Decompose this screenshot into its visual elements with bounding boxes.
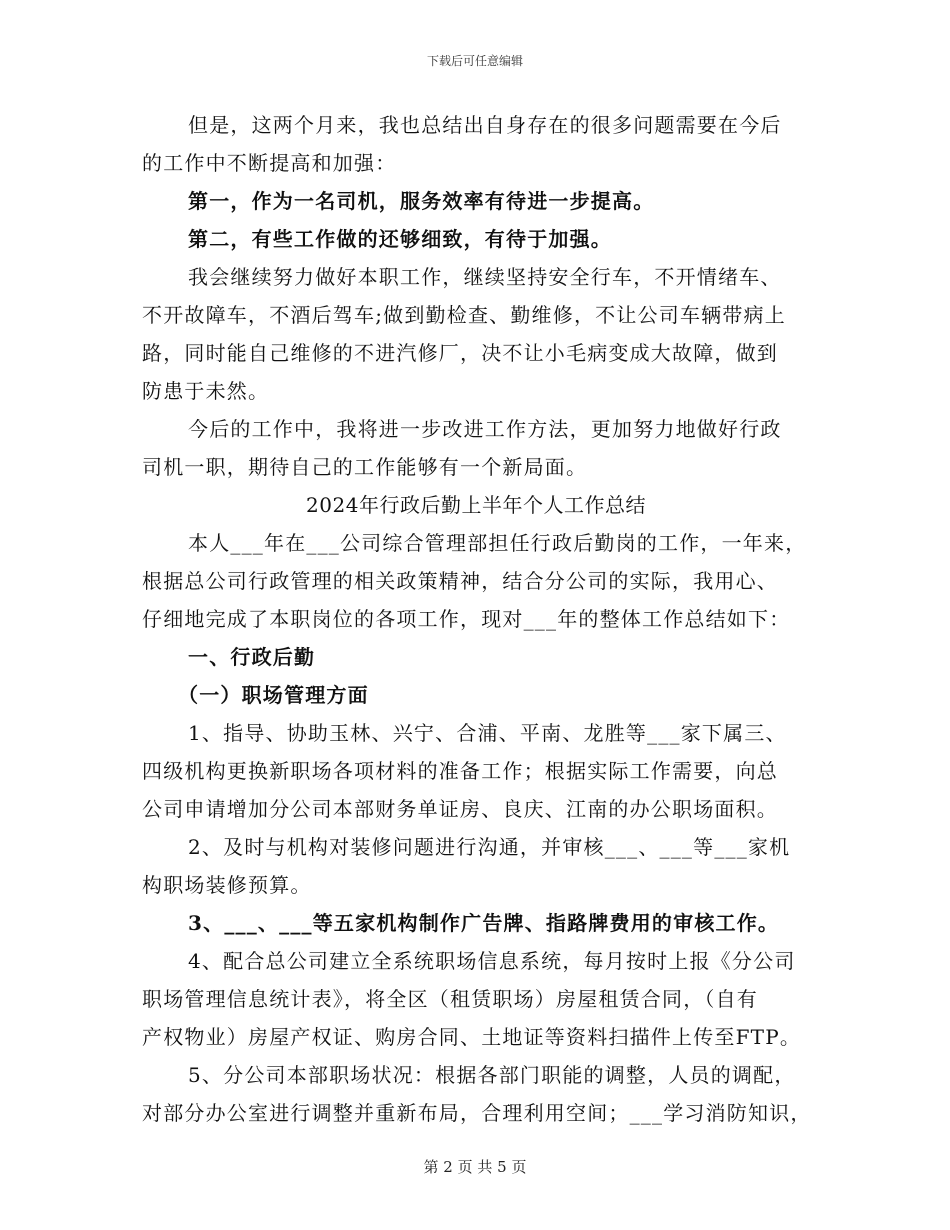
text-line: 今后的工作中，我将进一步改进工作方法，更加努力地做好行政 xyxy=(188,417,782,441)
text-line: 公司申请增加分公司本部财务单证房、良庆、江南的办公职场面积。 xyxy=(142,797,778,821)
text-line: 的工作中不断提高和加强： xyxy=(142,151,397,175)
text-line: 本人___年在___公司综合管理部担任行政后勤岗的工作，一年来， xyxy=(188,531,807,555)
text-line: 不开故障车，不酒后驾车;做到勤检查、勤维修，不让公司车辆带病上 xyxy=(142,303,786,327)
bold-point-2: 第二，有些工作做的还够细致，有待于加强。 xyxy=(188,227,612,251)
text-line: 职场管理信息统计表》，将全区（租赁职场）房屋租赁合同，（自有 xyxy=(142,987,758,1011)
text-line: 四级机构更换新职场各项材料的准备工作；根据实际工作需要，向总 xyxy=(142,759,778,783)
document-body xyxy=(142,106,810,1132)
text-line: 对部分办公室进行调整并重新布局，合理利用空间；___学习消防知识， xyxy=(142,1101,812,1125)
text-line: 4、配合总公司建立全系统职场信息系统，每月按时上报《分公司 xyxy=(188,949,796,973)
text-line: 2、及时与机构对装修问题进行沟通，并审核___、___等___家机 xyxy=(188,835,791,859)
heading-level-2: （一）职场管理方面 xyxy=(178,683,369,707)
bold-point-1: 第一，作为一名司机，服务效率有待进一步提高。 xyxy=(188,189,655,213)
text-line: 但是，这两个月来，我也总结出自身存在的很多问题需要在今后 xyxy=(188,113,782,137)
text-line: 防患于未然。 xyxy=(142,379,270,403)
text-line: 产权物业）房屋产权证、购房合同、土地证等资料扫描件上传至FTP。 xyxy=(142,1025,802,1049)
text-line: 仔细地完成了本职岗位的各项工作，现对___年的整体工作总结如下： xyxy=(142,607,791,631)
text-line: 构职场装修预算。 xyxy=(142,873,312,897)
page-footer: 第 2 页 共 5 页 xyxy=(423,1158,527,1176)
section-title: 2024年行政后勤上半年个人工作总结 xyxy=(306,493,646,517)
text-line: 1、指导、协助玉林、兴宁、合浦、平南、龙胜等___家下属三、 xyxy=(188,721,787,745)
text-line: 我会继续努力做好本职工作，继续坚持安全行车，不开情绪车、 xyxy=(188,265,782,289)
text-line: 司机一职，期待自己的工作能够有一个新局面。 xyxy=(142,455,588,479)
bold-item-3: 3、___、___等五家机构制作广告牌、指路牌费用的审核工作。 xyxy=(188,911,780,935)
page-header: 下载后可任意编辑 xyxy=(426,54,523,68)
text-line: 路，同时能自己维修的不进汽修厂，决不让小毛病变成大故障，做到 xyxy=(142,341,778,365)
text-line: 5、分公司本部职场状况：根据各部门职能的调整，人员的调配， xyxy=(188,1063,796,1087)
text-line: 根据总公司行政管理的相关政策精神，结合分公司的实际，我用心、 xyxy=(142,569,778,593)
heading-level-1: 一、行政后勤 xyxy=(188,645,316,669)
